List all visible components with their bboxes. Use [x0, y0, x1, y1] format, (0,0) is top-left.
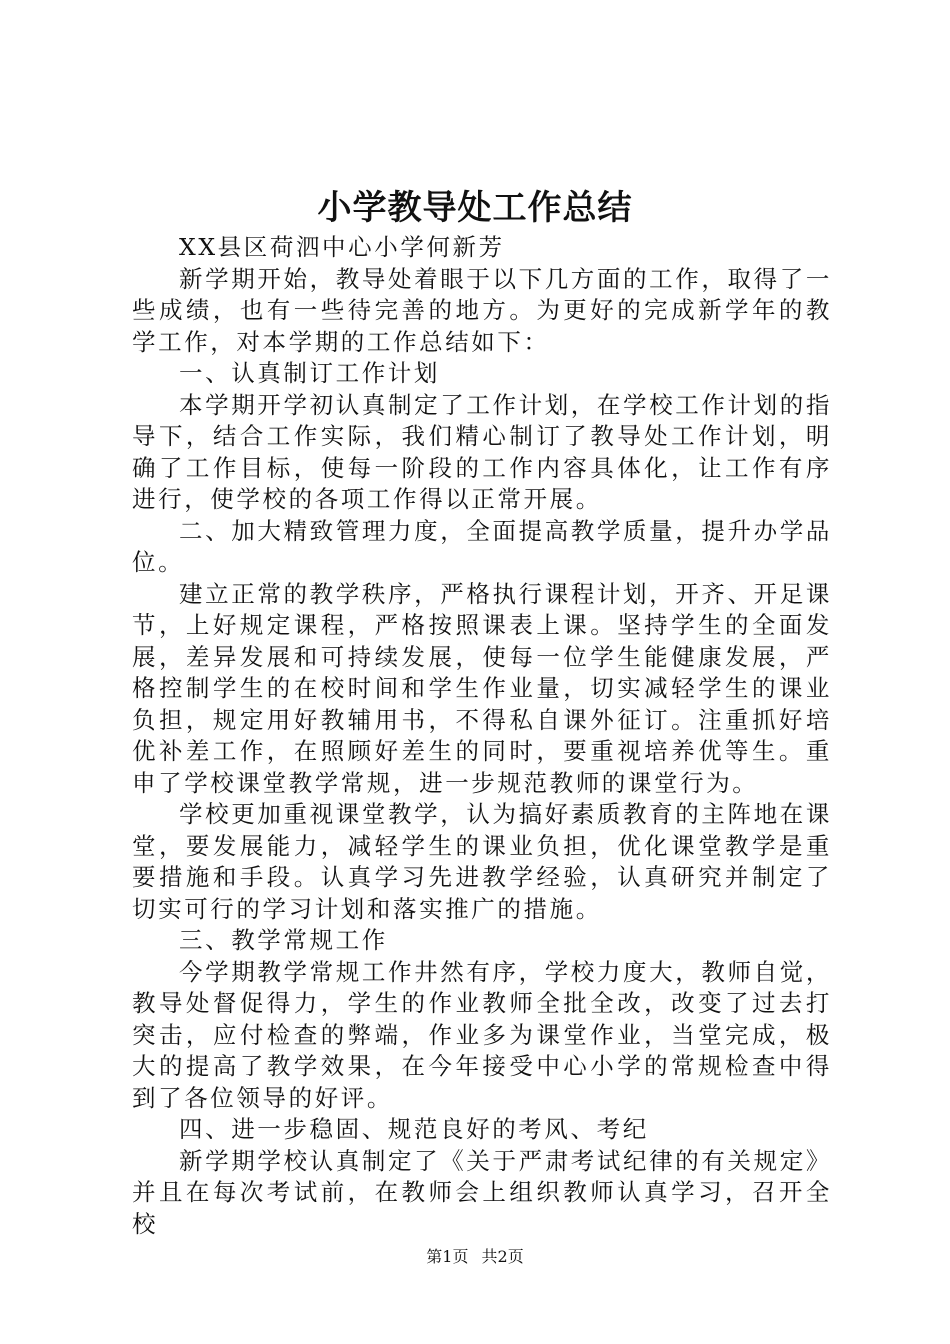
body-paragraph: 今学期教学常规工作井然有序，学校力度大，教师自觉，教导处督促得力，学生的作业教师全批全改，改变了过去打突击，应付检查的弊端，作业多为课堂作业，当堂完成，极大的提高了教学效果，在今年接受中心小学的常规检查中得到了各位领导的好评。	[132, 957, 832, 1112]
section-heading: 二、加大精致管理力度，全面提高教学质量，提升办学品位。	[132, 516, 832, 576]
page-total: 共2页	[481, 1247, 524, 1266]
body-paragraph: 新学期学校认真制定了《关于严肃考试纪律的有关规定》并且在每次考试前，在教师会上组织教师认真学习，召开全校	[132, 1146, 832, 1238]
body-paragraph: 学校更加重视课堂教学，认为搞好素质教育的主阵地在课堂，要发展能力，减轻学生的课业负担，优化课堂教学是重要措施和手段。认真学习先进教学经验，认真研究并制定了切实可行的学习计划和落实推广的措施。	[132, 800, 832, 923]
body-paragraph: 新学期开始，教导处着眼于以下几方面的工作，取得了一些成绩，也有一些待完善的地方。为更好的完成新学年的教学工作，对本学期的工作总结如下：	[132, 264, 832, 356]
document-body	[132, 232, 832, 1240]
section-heading: 四、进一步稳固、规范良好的考风、考纪	[179, 1115, 649, 1143]
body-paragraph: 本学期开学初认真制定了工作计划，在学校工作计划的指导下，结合工作实际，我们精心制订了教导处工作计划，明确了工作目标，使每一阶段的工作内容具体化，让工作有序进行，使学校的各项工作得以正常开展。	[132, 390, 832, 513]
section-heading: 三、教学常规工作	[179, 926, 388, 954]
body-paragraph: 建立正常的教学秩序，严格执行课程计划，开齐、开足课节，上好规定课程，严格按照课表上课。坚持学生的全面发展，差异发展和可持续发展，使每一位学生能健康发展，严格控制学生的在校时间和学生作业量，切实减轻学生的课业负担，规定用好教辅用书，不得私自课外征订。注重抓好培优补差工作，在照顾好差生的同时，要重视培养优等生。重申了学校课堂教学常规，进一步规范教师的课堂行为。	[132, 579, 832, 797]
page-footer	[0, 1245, 950, 1269]
author-line: XX县区荷泗中心小学何新芳	[179, 233, 505, 261]
section-heading: 一、认真制订工作计划	[179, 359, 440, 387]
page-number: 第1页	[426, 1247, 469, 1266]
document-title: 小学教导处工作总结	[317, 188, 633, 228]
